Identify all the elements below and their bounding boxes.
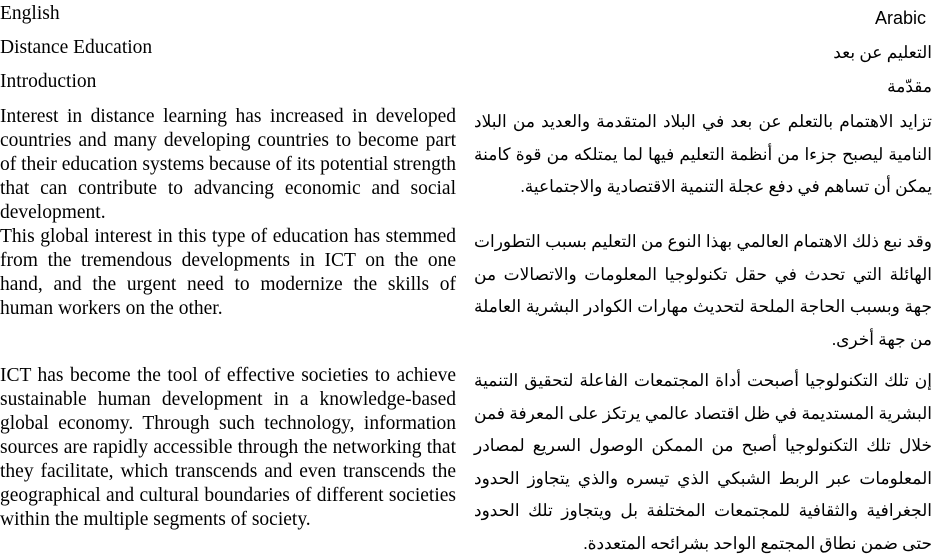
english-paragraph-1: Interest in distance learning has increased in developed countries and many developing countries to become part of their education systems because of its potential strength that can contribute to advancing economic and social development. [0, 106, 456, 223]
arabic-paragraph-3: إن تلك التكنولوجيا أصبحت أداة المجتمعات الفاعلة لتحقيق التنمية البشرية المستديمة في ظل اقتصاد عالمي يرتكز على المعرفة فمن خلال تلك التكنولوجيا أصبح من الممكن الوصول السريع لمصادر المعلومات عبر الربط الشبكي الذي تيسره والذي يتجاوز الحدود الجغرافية والثقافية للمجتمعات المختلفة بل ويتجاوز تلك الحدود حتى ضمن نطاق المجتمع الواحد بشرائحه المتعددة. [474, 371, 932, 553]
english-language-label: English [0, 3, 60, 24]
english-paragraph-2: This global interest in this type of education has stemmed from the tremendous developments in ICT on the one hand, and the urgent need to modernize the skills of human workers on the other. [0, 226, 456, 319]
english-section-heading: Introduction [0, 71, 97, 92]
english-paragraph-3: ICT has become the tool of effective societies to achieve sustainable human development in a knowledge-based global economy. Through such technology, information sources are rapidly accessible through the networking that they facilitate, which transcends and even transcends the geographical and cultural boundaries of different societies within the multiple segments of society. [0, 365, 456, 530]
arabic-paragraph-1: تزايد الاهتمام بالتعلم عن بعد في البلاد المتقدمة والعديد من البلاد النامية ليصبح جزءا من أنظمة التعليم فيها لما يمتلكه من قوة كامنة يمكن أن تساهم في دفع عجلة التنمية الاقتصادية والاجتماعية. [474, 112, 932, 196]
arabic-paragraph-2: وقد نبع ذلك الاهتمام العالمي بهذا النوع من التعليم بسبب التطورات الهائلة التي تحدث في حقل تكنولوجيا المعلومات والاتصالات من جهة وبسبب الحاجة الملحة لتحديث مهارات الكوادر البشرية العاملة من جهة أخرى. [474, 232, 932, 349]
arabic-language-label: Arabic [874, 8, 926, 28]
arabic-section-heading: مقدّمة [887, 77, 932, 96]
arabic-title: التعليم عن بعد [833, 43, 932, 62]
english-title: Distance Education [0, 37, 153, 58]
